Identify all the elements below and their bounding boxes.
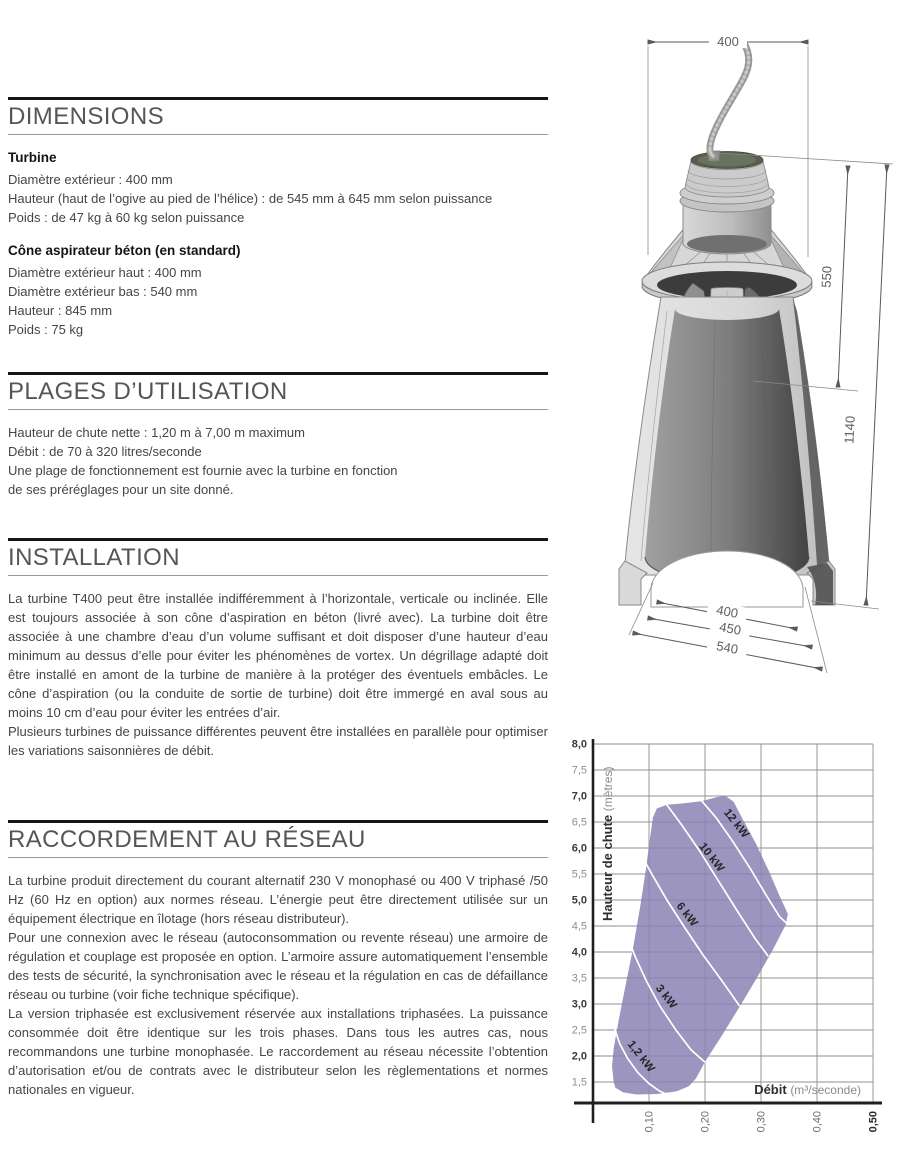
dim-top-400: 400 — [717, 34, 739, 49]
section-title-installation: INSTALLATION — [8, 544, 180, 571]
power-curve-label: 12 kW — [720, 806, 751, 841]
section-dimensions — [8, 97, 548, 339]
section-title-dimensions: DIMENSIONS — [8, 103, 165, 130]
section-installation — [8, 538, 548, 760]
spec-line: Débit : de 70 à 320 litres/seconde — [8, 444, 202, 459]
y-tick-label: 5,0 — [571, 894, 587, 907]
operating-range-chart — [570, 725, 900, 1158]
subhead-turbine: Turbine — [8, 150, 57, 165]
section-rule-bottom — [8, 409, 548, 410]
paragraph: La turbine T400 peut être installée indifféremment à l’horizontale, verticale ou inclinée. Elle est toujours associée à son cône d’aspiration en béton (livré avec). La turbine doit être associée à une chambre d’eau d’un volume suffisant et doit disposer d’une hauteur d’eau minimum au dessus d’elle pour éviter les phénomènes de vortex. Un dégrillage adapté doit être installé en amont de la turbine de manière à la protéger des éventuels embâcles. Le cône d’aspiration (ou la conduite de sortie de turbine) doit être immergé en aval sous au moins 10 cm d’eau pour éviter les entrées d’air. — [8, 591, 548, 720]
dim-bottom-540: 540 — [715, 638, 740, 657]
paragraph: La turbine produit directement du courant alternatif 230 V monophasé ou 400 V triphasé /50 Hz (60 Hz en option) aux normes réseau. L’énergie peut être directement utilisée sur un équipement électrique en îlotage (hors réseau distributeur). — [8, 873, 548, 926]
section-rule-bottom — [8, 575, 548, 576]
paragraph: Plusieurs turbines de puissance différentes peuvent être installées en parallèle pour optimiser les variations saisonnières de débit. — [8, 724, 548, 758]
raccordement-body — [8, 871, 548, 1099]
spec-line: Diamètre extérieur haut : 400 mm — [8, 265, 202, 280]
y-tick-label: 6,0 — [571, 842, 587, 855]
x-tick-label: 0,10 — [643, 1111, 656, 1133]
spec-line: Une plage de fonctionnement est fournie avec la turbine en fonction — [8, 463, 398, 478]
x-tick-label: 0,50 — [867, 1111, 880, 1133]
dim-1140: 1140 — [841, 415, 858, 445]
y-tick-label: 3,5 — [571, 972, 587, 985]
spec-line: Hauteur : 845 mm — [8, 303, 113, 318]
spec-line: Poids : de 47 kg à 60 kg selon puissance — [8, 210, 245, 225]
spec-line: Poids : 75 kg — [8, 322, 84, 337]
section-rule-bottom — [8, 134, 548, 135]
x-tick-label: 0,20 — [699, 1111, 712, 1133]
power-curve-label: 6 kW — [673, 900, 700, 930]
section-raccordement — [8, 820, 548, 1099]
dim-bottom-400: 400 — [715, 602, 740, 621]
y-tick-label: 8,0 — [571, 738, 587, 751]
y-tick-label: 4,0 — [571, 946, 587, 959]
turbine-technical-drawing — [595, 15, 895, 725]
dimensions-body — [8, 148, 548, 339]
plages-body — [8, 423, 548, 499]
y-tick-label: 1,5 — [571, 1076, 587, 1089]
x-tick-label: 0,30 — [755, 1111, 768, 1133]
y-tick-label: 7,5 — [571, 764, 587, 777]
y-tick-label: 6,5 — [571, 816, 587, 829]
paragraph: La version triphasée est exclusivement réservée aux installations triphasées. La puissance consommée doit être identique sur les trois phases. Dans tous les autres cas, nous recommandons une turbine monophasée. Le raccordement au réseau nécessite l’obtention d’autorisation et/ou de contrats avec le distributeur selon les règlementations et normes nationales en vigueur. — [8, 1006, 548, 1097]
dim-bottom-450: 450 — [718, 619, 743, 638]
y-tick-label: 2,5 — [571, 1024, 587, 1037]
installation-body — [8, 589, 548, 760]
spec-line: Hauteur (haut de l’ogive au pied de l’hélice) : de 545 mm à 645 mm selon puissance — [8, 191, 493, 206]
spec-line: Diamètre extérieur bas : 540 mm — [8, 284, 198, 299]
turbine-illustration — [619, 45, 835, 607]
paragraph: Pour une connexion avec le réseau (autoconsommation ou revente réseau) une armoire de régulation et couplage est proposée en option. L’armoire assure automatiquement l’ensemble des tests de sécurité, la synchronisation avec le réseau et la régulation en cas de défaillance réseau ou turbine (voir fiche technique spécifique). — [8, 930, 548, 1002]
section-rule-top — [8, 97, 548, 100]
power-curve-label: 3 kW — [652, 982, 679, 1012]
subhead-cone: Cône aspirateur béton (en standard) — [8, 243, 241, 258]
power-curve-label: 10 kW — [696, 840, 727, 875]
x-axis-title: Débit (m³/seconde) — [754, 1082, 861, 1097]
spec-line: Hauteur de chute nette : 1,20 m à 7,00 m maximum — [8, 425, 305, 440]
y-tick-label: 2,0 — [571, 1050, 587, 1063]
section-title-raccordement: RACCORDEMENT AU RÉSEAU — [8, 826, 366, 853]
y-tick-label: 4,5 — [571, 920, 587, 933]
dim-550: 550 — [818, 265, 835, 288]
y-tick-label: 3,0 — [571, 998, 587, 1011]
y-tick-label: 7,0 — [571, 790, 587, 803]
x-tick-label: 0,40 — [811, 1111, 824, 1133]
y-axis-title: Hauteur de chute (mètres) — [600, 766, 615, 921]
section-rule-top — [8, 820, 548, 823]
spec-line: de ses préréglages pour un site donné. — [8, 482, 234, 497]
section-rule-top — [8, 372, 548, 375]
y-tick-label: 5,5 — [571, 868, 587, 881]
section-rule-bottom — [8, 857, 548, 858]
spec-line: Diamètre extérieur : 400 mm — [8, 172, 173, 187]
section-plages — [8, 372, 548, 499]
section-rule-top — [8, 538, 548, 541]
section-title-plages: PLAGES D’UTILISATION — [8, 378, 288, 405]
power-curve-label: 1,2 kW — [624, 1038, 657, 1075]
